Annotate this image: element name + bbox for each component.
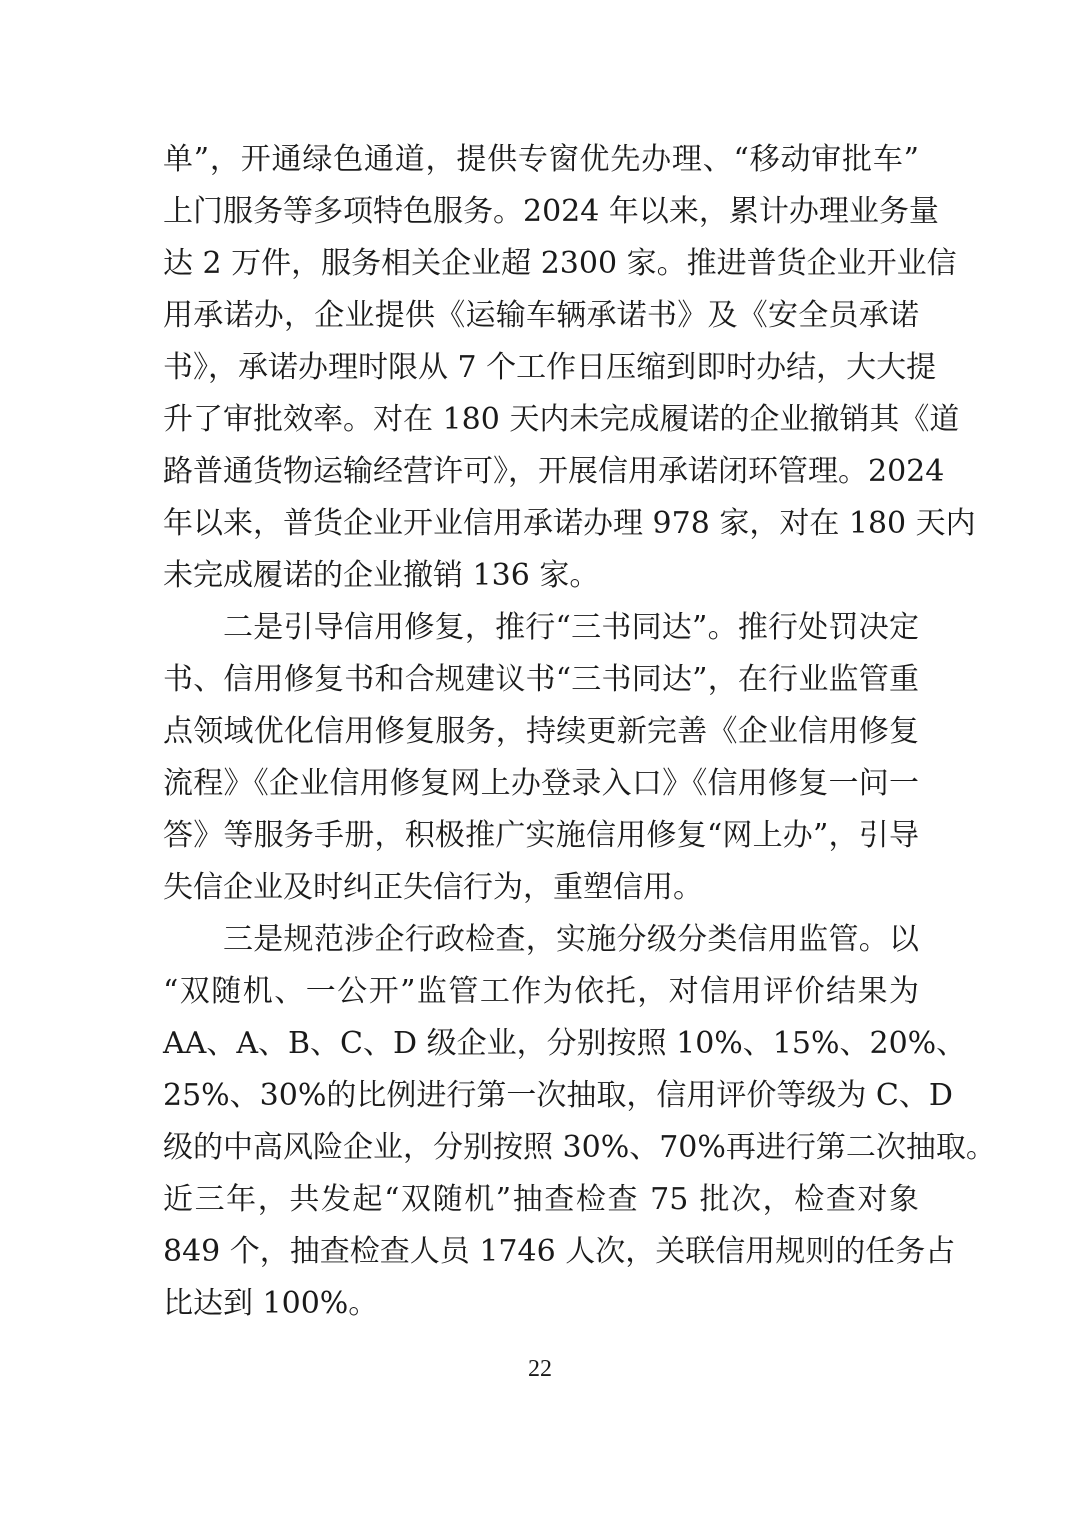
text-line: 升了审批效率。对在 180 天内未完成履诺的企业撤销其《道 [163, 402, 960, 437]
text-line: 流程》《企业信用修复网上办登录入口》《信用修复一问一 [163, 766, 919, 801]
text-line: 25%、30%的比例进行第一次抽取，信用评价等级为 C、D [163, 1078, 953, 1113]
text-line: 达 2 万件，服务相关企业超 2300 家。推进普货企业开业信 [163, 246, 957, 281]
text-line: 近三年，共发起“双随机”抽查检查 75 批次，检查对象 [163, 1182, 919, 1217]
text-line: AA、A、B、C、D 级企业，分别按照 10%、15%、20%、 [163, 1026, 967, 1061]
text-line: 书》，承诺办理时限从 7 个工作日压缩到即时办结，大大提 [163, 350, 937, 385]
paragraph-start-line: 三是规范涉企行政检查，实施分级分类信用监管。以 [223, 922, 919, 957]
text-line: 用承诺办，企业提供《运输车辆承诺书》及《安全员承诺 [163, 298, 919, 333]
text-line: 路普通货物运输经营许可》，开展信用承诺闭环管理。2024 [163, 454, 945, 489]
text-line: 849 个，抽查检查人员 1746 人次，关联信用规则的任务占 [163, 1234, 956, 1269]
text-line: 点领域优化信用修复服务，持续更新完善《企业信用修复 [163, 714, 919, 749]
page-number: 22 [528, 1356, 552, 1382]
text-line: 失信企业及时纠正失信行为，重塑信用。 [163, 870, 703, 905]
text-line: 未完成履诺的企业撤销 136 家。 [163, 558, 600, 593]
text-line: 书、信用修复书和合规建议书“三书同达”，在行业监管重 [163, 662, 919, 697]
body-text [163, 134, 996, 1330]
text-line: “双随机、一公开”监管工作为依托，对信用评价结果为 [163, 974, 919, 1009]
paragraph-start-line: 二是引导信用修复，推行“三书同达”。推行处罚决定 [223, 610, 919, 645]
text-line: 单”，开通绿色通道，提供专窗优先办理、“移动审批车” [163, 142, 919, 177]
text-line: 比达到 100%。 [163, 1286, 379, 1321]
text-line: 答》等服务手册，积极推广实施信用修复“网上办”，引导 [163, 818, 919, 853]
text-line: 年以来，普货企业开业信用承诺办理 978 家，对在 180 天内 [163, 506, 976, 541]
text-line: 级的中高风险企业，分别按照 30%、70%再进行第二次抽取。 [163, 1130, 996, 1165]
text-line: 上门服务等多项特色服务。2024 年以来，累计办理业务量 [163, 194, 939, 229]
